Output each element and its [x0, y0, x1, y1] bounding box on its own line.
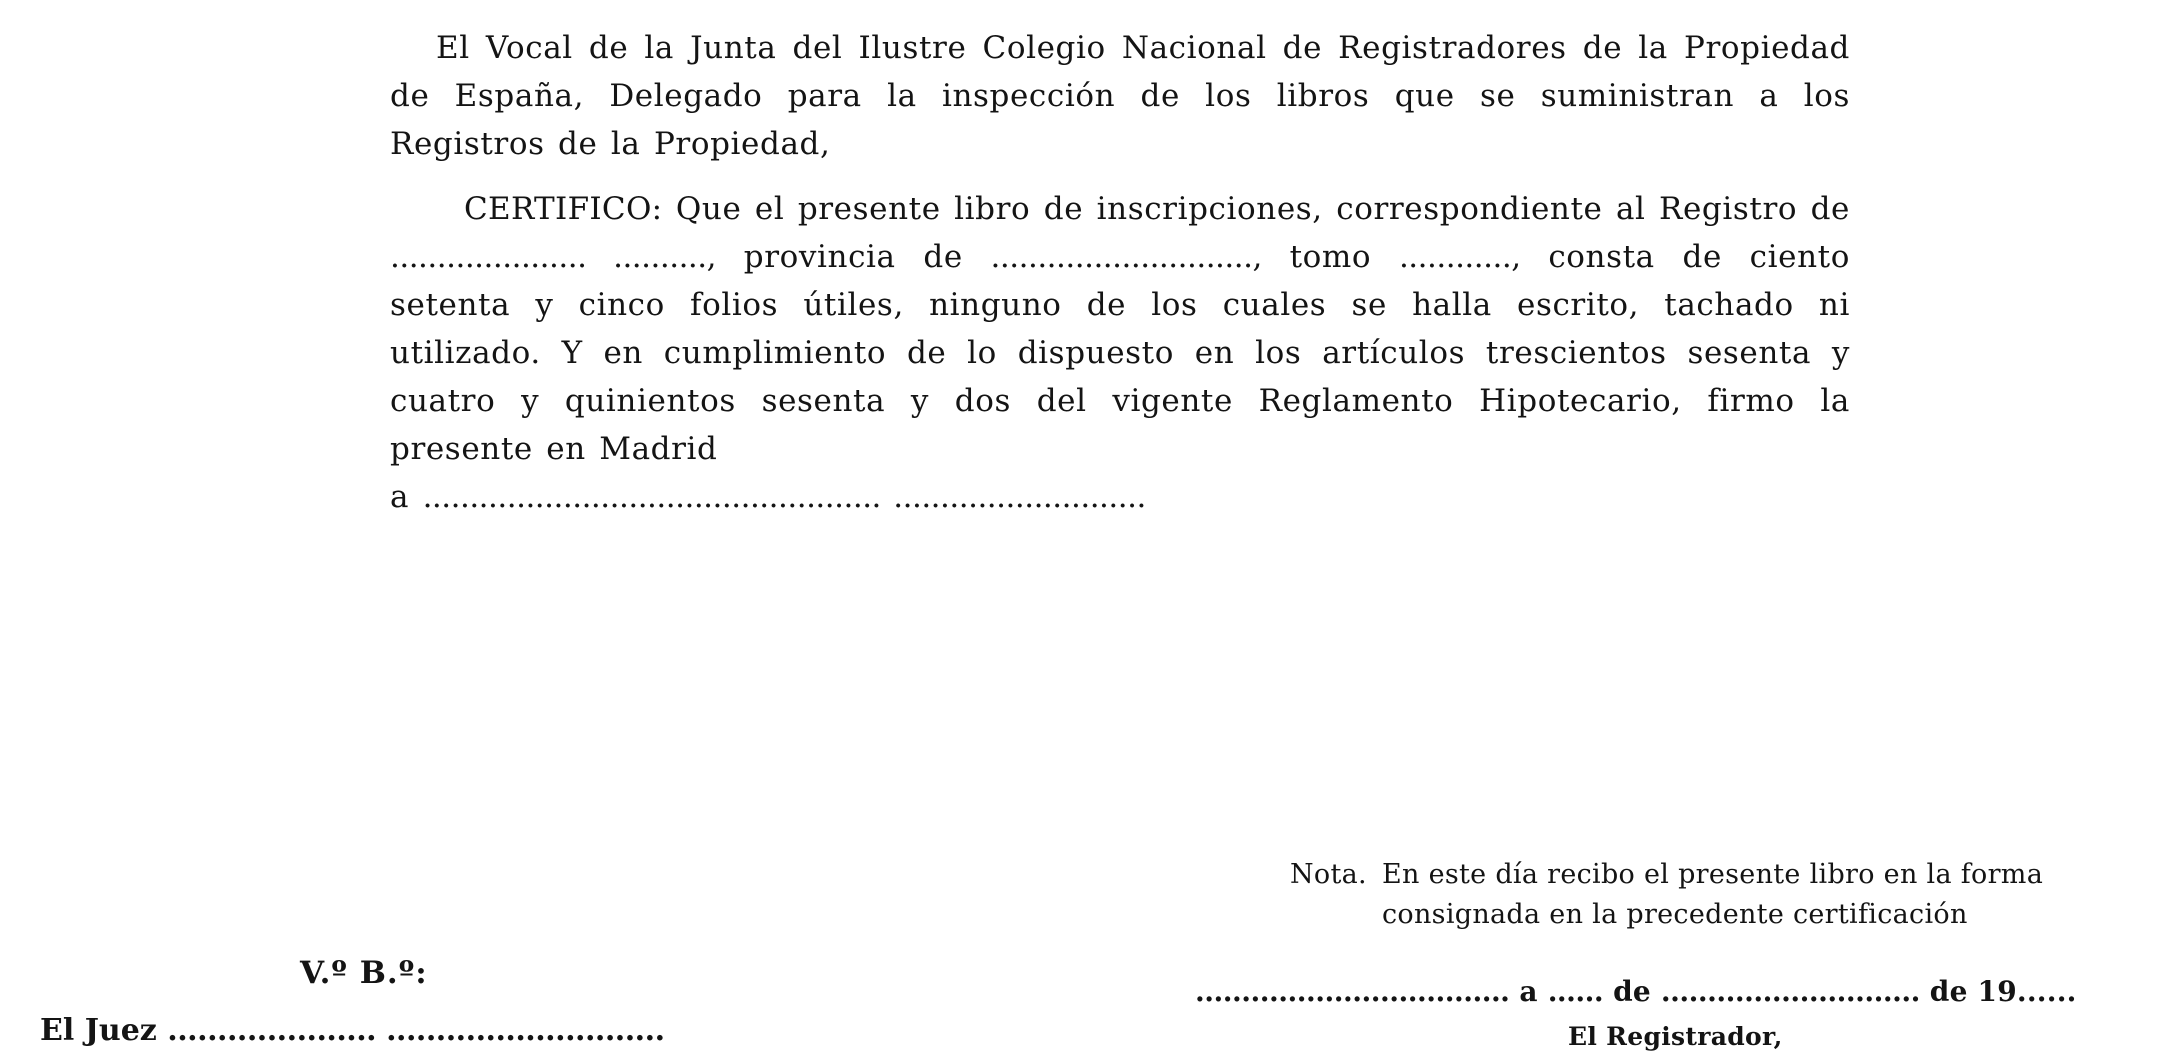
nota-label: Nota. — [1290, 859, 1367, 890]
date-text-de-1: de — [1613, 975, 1651, 1008]
blank-firma-juez: ..................... ............................ — [167, 1013, 665, 1048]
certification-text-body: consta de ciento setenta y cinco folios útiles, ninguno de los cuales se halla escrito, tachado ni utilizado. Y en cumplimiento de lo dispuesto en los artículos trescientos sesenta y cuatro y quinientos sesenta y dos del vigente Reglamento Hipotecario, firmo la presente en Madrid — [390, 239, 1850, 467]
date-text-de-2: de 19...... — [1929, 975, 2077, 1008]
blank-dia: ...... — [1547, 975, 1604, 1008]
certifico-label: CERTIFICO: — [464, 191, 663, 227]
visto-bueno-label: V.º B.º: — [300, 955, 428, 991]
juez-signature-line — [40, 1013, 665, 1048]
certification-paragraph — [390, 185, 1850, 521]
blank-fecha: ................................................. ........................... — [422, 479, 1146, 515]
certification-text-a: a — [390, 479, 410, 515]
blank-registro: ..................... .........., — [390, 239, 716, 275]
registrador-signature-label: El Registrador, — [1568, 1022, 1783, 1051]
blank-provincia: ............................, — [990, 239, 1262, 275]
intro-text: El Vocal de la Junta del Ilustre Colegio Nacional de Registradores de la Propiedad de España, Delegado para la inspección de los libros que se suministran a los Registros de la Propiedad, — [390, 30, 1850, 162]
blank-mes: ............................ — [1660, 975, 1920, 1008]
certification-text-que: Que el presente libro de inscripciones, correspondiente al Registro de — [675, 191, 1850, 227]
registrador-date-line — [1195, 975, 2077, 1008]
date-text-a: a — [1519, 975, 1538, 1008]
intro-paragraph — [390, 24, 1850, 168]
nota-line-1: En este día recibo el presente libro en la forma — [1382, 859, 2044, 890]
certification-text-tomo: tomo — [1289, 239, 1372, 275]
nota-block — [1290, 855, 2043, 935]
blank-tomo: ............, — [1398, 239, 1521, 275]
blank-lugar: .................................. — [1195, 975, 1510, 1008]
certification-text-provincia: provincia de — [743, 239, 963, 275]
nota-line-2: consignada en la precedente certificación — [1382, 899, 1968, 930]
juez-label: El Juez — [40, 1013, 157, 1048]
